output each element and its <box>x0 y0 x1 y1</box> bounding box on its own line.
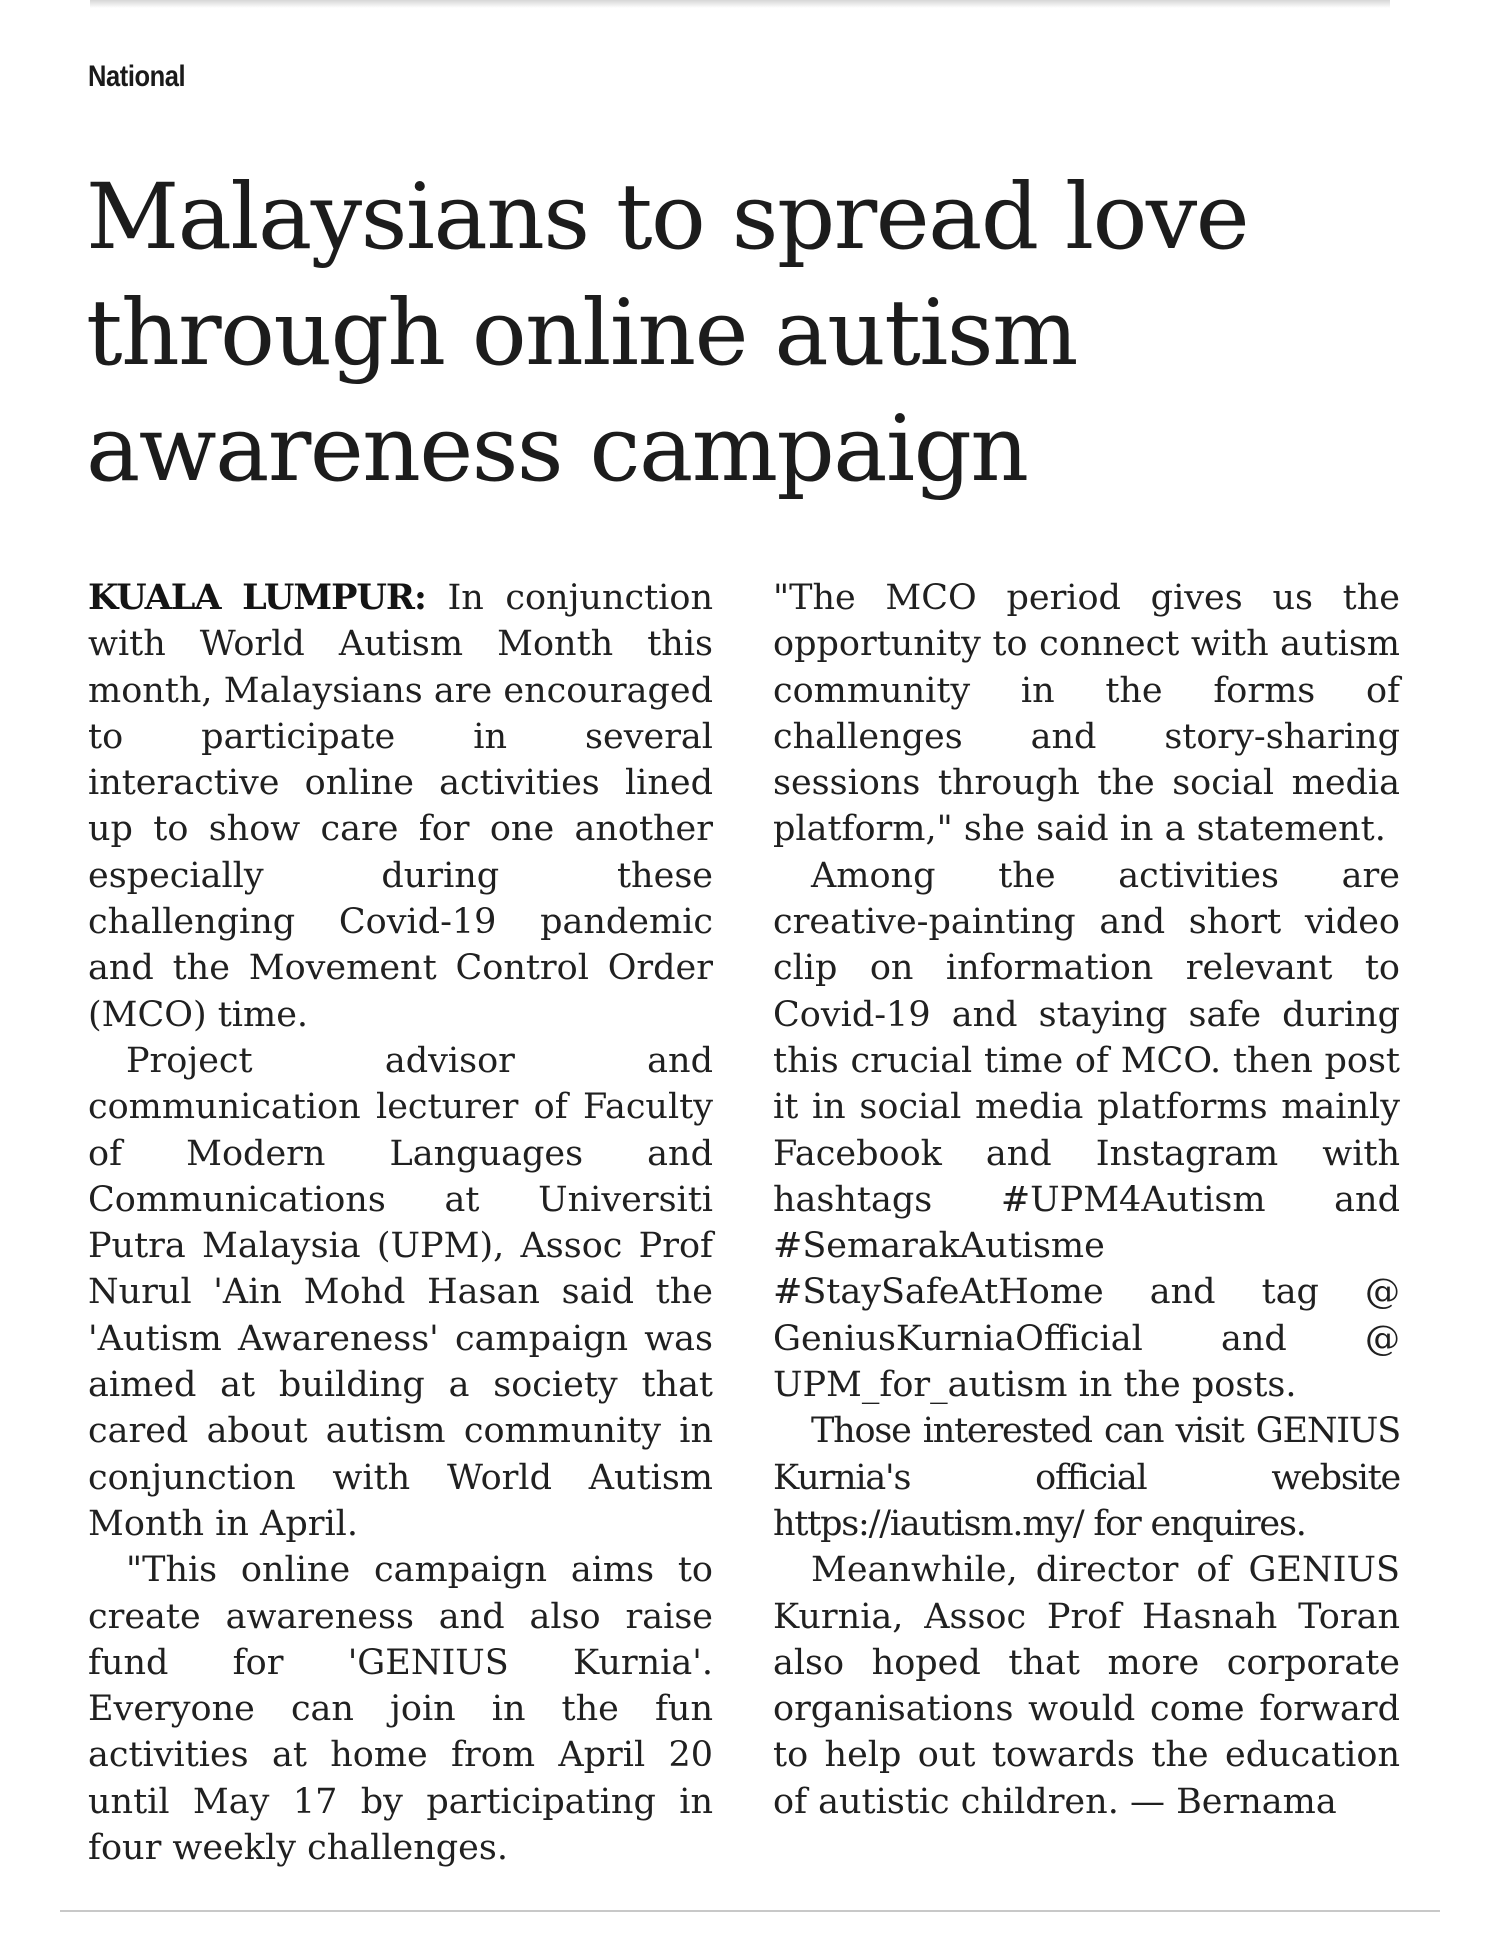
headline-line-3: awareness campaign <box>86 397 1028 502</box>
previous-article-edge <box>90 0 1390 8</box>
article-paragraph: Project advisor and communication lecturer of Faculty of Modern Languages and Communications at Universiti Putra Malaysia (UPM), Assoc Prof Nurul 'Ain Mohd Hasan said the 'Autism Awareness' campaign was aimed at building a society that cared about autism community in conjunction with World Autism Month in April. <box>88 1040 713 1544</box>
article-paragraph: Among the activities are creative-painting and short video clip on information relevant to Covid-19 and staying safe during this crucial time of MCO. then post it in social media platforms mainly Facebook and Instagram with hashtags #UPM4Autism and #SemarakAutisme #StaySafeAtHome and tag @ GeniusKurniaOfficial and @ UPM_for_autism in the posts. <box>773 855 1400 1406</box>
article-column-right <box>773 575 1400 1825</box>
headline-line-2: through online autism <box>86 281 1077 386</box>
article-column-left <box>88 575 713 1871</box>
bottom-divider <box>60 1910 1440 1912</box>
paragraph-text: In conjunction with World Autism Month this month, Malaysians are encouraged to participate in several interactive online activities lined up to show care for one another especially during these challenging Covid-19 pandemic and the Movement Control Order (MCO) time. <box>88 578 713 1035</box>
article-paragraph: "This online campaign aims to create awareness and also raise fund for 'GENIUS Kurnia'. Everyone can join in the fun activities at home from April 20 until May 17 by participating in four weekly challenges. <box>88 1550 713 1869</box>
article-paragraph <box>88 575 713 1038</box>
section-label: National <box>88 60 186 93</box>
article-paragraph: Meanwhile, director of GENIUS Kurnia, Assoc Prof Hasnah Toran also hoped that more corporate organisations would come forward to help out towards the education of autistic children. — Bernama <box>773 1550 1400 1822</box>
headline-line-1: Malaysians to spread love <box>86 165 1249 270</box>
article-paragraph: "The MCO period gives us the opportunity to connect with autism community in the forms of challenges and story-sharing sessions through the social media platform," she said in a statement. <box>773 578 1400 850</box>
headline <box>86 160 1426 508</box>
dateline: KUALA LUMPUR: <box>88 577 426 618</box>
article-paragraph: Those interested can visit GENIUS Kurnia's official website https://iautism.my/ for enquires. <box>773 1411 1400 1544</box>
